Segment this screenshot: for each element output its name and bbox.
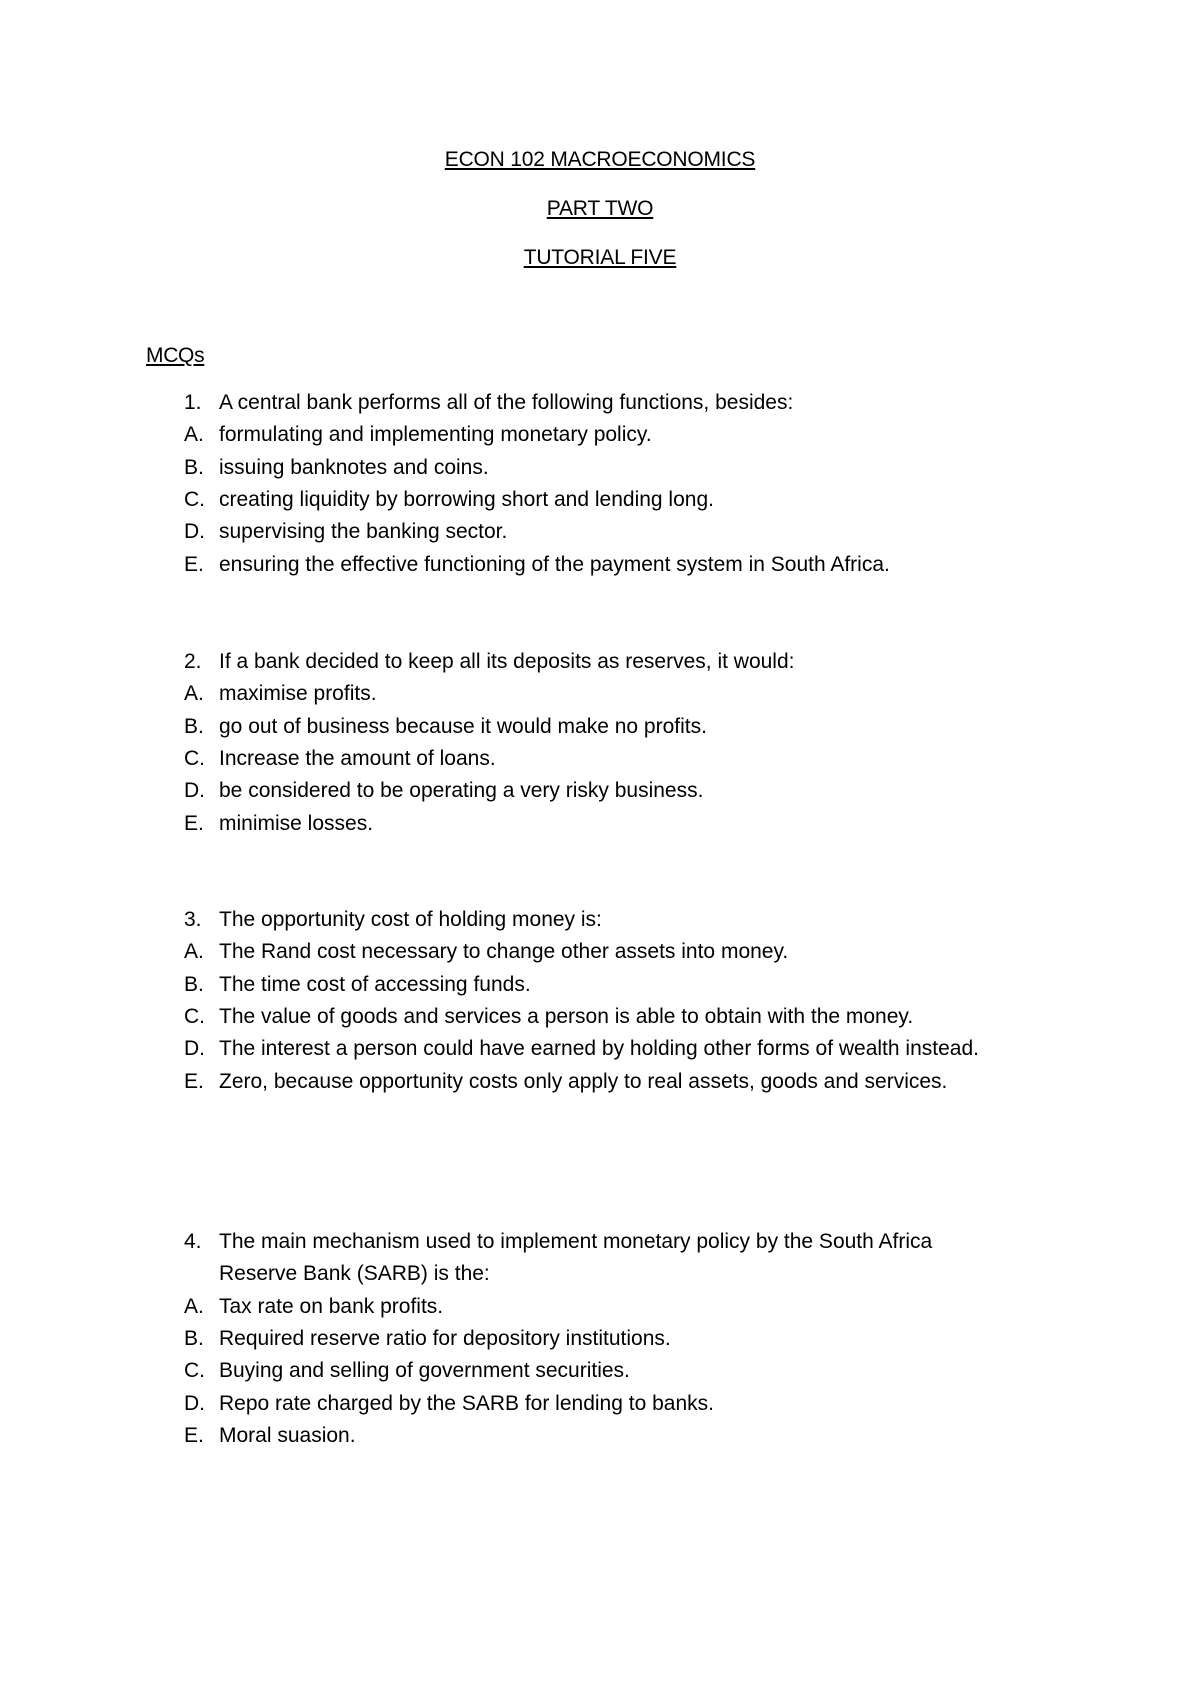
option-letter: D. — [184, 779, 205, 803]
option-text: Moral suasion. — [219, 1423, 356, 1447]
option-text: formulating and implementing monetary policy. — [219, 423, 652, 447]
question-stem-line — [0, 904, 1200, 936]
option-text: maximise profits. — [219, 682, 377, 706]
option-3-5 — [0, 1066, 1200, 1098]
option-letter: C. — [184, 1359, 205, 1383]
option-text: The time cost of accessing funds. — [219, 972, 531, 996]
question-stem: The opportunity cost of holding money is: — [219, 908, 602, 931]
option-1-5 — [0, 549, 1200, 581]
option-text: supervising the banking sector. — [219, 520, 508, 544]
option-letter: B. — [184, 972, 204, 996]
option-text: The Rand cost necessary to change other assets into money. — [219, 940, 789, 964]
option-text: go out of business because it would make no profits. — [219, 714, 707, 738]
option-text: minimise losses. — [219, 811, 374, 835]
question-number: 3. — [184, 908, 202, 931]
option-letter: A. — [184, 423, 204, 447]
option-letter: A. — [184, 940, 204, 964]
option-text: issuing banknotes and coins. — [219, 455, 489, 479]
option-text: ensuring the effective functioning of the payment system in South Africa. — [219, 552, 890, 576]
option-letter: A. — [184, 682, 204, 706]
question-stem: A central bank performs all of the following functions, besides: — [219, 391, 794, 414]
option-letter: C. — [184, 1004, 205, 1028]
question-number: 1. — [184, 391, 202, 414]
option-text: be considered to be operating a very risky business. — [219, 779, 704, 803]
option-letter: C. — [184, 746, 205, 770]
question-stem-line — [0, 387, 1200, 419]
option-1-3 — [0, 484, 1200, 516]
question-stem: If a bank decided to keep all its deposits as reserves, it would: — [219, 650, 795, 673]
option-1-4 — [0, 516, 1200, 548]
option-letter: B. — [184, 1326, 204, 1350]
question-stem-line — [0, 646, 1200, 678]
option-letter: D. — [184, 1037, 205, 1061]
course-title: ECON 102 MACROECONOMICS — [444, 148, 756, 171]
option-text: The value of goods and services a person is able to obtain with the money. — [219, 1004, 914, 1028]
question-number: 4. — [184, 1230, 202, 1253]
option-3-1 — [0, 936, 1200, 968]
option-letter: D. — [184, 520, 205, 544]
option-letter: E. — [184, 552, 204, 576]
option-3-3 — [0, 1001, 1200, 1033]
option-2-5 — [0, 808, 1200, 840]
option-letter: E. — [184, 811, 204, 835]
question-stem: Reserve Bank (SARB) is the: — [219, 1262, 490, 1286]
question-number: 2. — [184, 650, 202, 673]
option-4-2 — [0, 1323, 1200, 1355]
section-label: MCQs — [146, 344, 205, 367]
option-text: Tax rate on bank profits. — [219, 1294, 444, 1318]
question-stem-line — [0, 1258, 1200, 1290]
option-text: Required reserve ratio for depository institutions. — [219, 1326, 671, 1350]
option-text: Increase the amount of loans. — [219, 746, 496, 770]
option-2-1 — [0, 678, 1200, 710]
part-title: PART TWO — [546, 197, 654, 220]
option-text: Buying and selling of government securities. — [219, 1359, 630, 1383]
option-letter: D. — [184, 1391, 205, 1415]
question-stem: The main mechanism used to implement monetary policy by the South Africa — [219, 1230, 933, 1253]
option-4-5 — [0, 1420, 1200, 1452]
option-letter: B. — [184, 714, 204, 738]
option-2-2 — [0, 711, 1200, 743]
option-letter: E. — [184, 1423, 204, 1447]
tutorial-title: TUTORIAL FIVE — [523, 246, 677, 269]
option-4-4 — [0, 1388, 1200, 1420]
option-text: creating liquidity by borrowing short and lending long. — [219, 487, 714, 511]
option-letter: C. — [184, 487, 205, 511]
option-letter: E. — [184, 1069, 204, 1093]
question-stem-line — [0, 1226, 1200, 1258]
option-1-2 — [0, 452, 1200, 484]
option-2-4 — [0, 775, 1200, 807]
option-text: The interest a person could have earned by holding other forms of wealth instead. — [219, 1037, 979, 1061]
option-3-2 — [0, 969, 1200, 1001]
option-letter: B. — [184, 455, 204, 479]
option-4-1 — [0, 1291, 1200, 1323]
option-text: Repo rate charged by the SARB for lending to banks. — [219, 1391, 714, 1415]
option-text: Zero, because opportunity costs only apply to real assets, goods and services. — [219, 1069, 948, 1093]
option-1-1 — [0, 419, 1200, 451]
option-letter: A. — [184, 1294, 204, 1318]
option-2-3 — [0, 743, 1200, 775]
option-3-4 — [0, 1033, 1200, 1065]
option-4-3 — [0, 1355, 1200, 1387]
